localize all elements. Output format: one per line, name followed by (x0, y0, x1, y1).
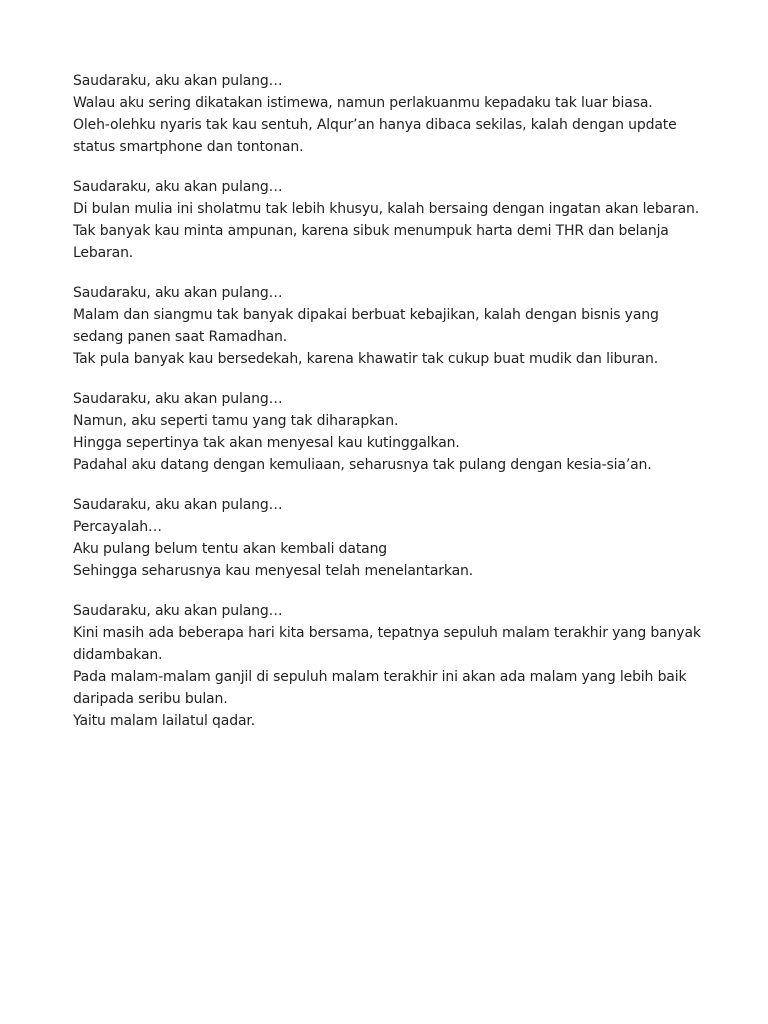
stanza-line: Saudaraku, aku akan pulang… (73, 603, 283, 619)
stanza-line: Percayalah… (73, 519, 162, 535)
stanza-line: Malam dan siangmu tak banyak dipakai berbuat kebajikan, kalah dengan bisnis yang sedang panen saat Ramadhan. (73, 307, 659, 345)
stanza-line: Tak banyak kau minta ampunan, karena sibuk menumpuk harta demi THR dan belanja Lebaran. (73, 223, 669, 261)
stanza-line: Saudaraku, aku akan pulang… (73, 179, 283, 195)
stanza-line: Saudaraku, aku akan pulang… (73, 73, 283, 89)
stanza-line: Padahal aku datang dengan kemuliaan, seharusnya tak pulang dengan kesia-sia’an. (73, 457, 652, 473)
stanza-line: Namun, aku seperti tamu yang tak diharapkan. (73, 413, 399, 429)
stanza-5 (73, 494, 713, 582)
stanza-line: Yaitu malam lailatul qadar. (73, 713, 256, 729)
stanza-line: Di bulan mulia ini sholatmu tak lebih khusyu, kalah bersaing dengan ingatan akan lebaran. (73, 201, 700, 217)
stanza-2 (73, 176, 713, 264)
stanza-3 (73, 282, 713, 370)
stanza-4 (73, 388, 713, 476)
stanza-line: Hingga sepertinya tak akan menyesal kau kutinggalkan. (73, 435, 460, 451)
stanza-line: Aku pulang belum tentu akan kembali datang (73, 541, 388, 557)
stanza-line: Saudaraku, aku akan pulang… (73, 285, 283, 301)
stanza-line: Sehingga seharusnya kau menyesal telah menelantarkan. (73, 563, 474, 579)
stanza-line: Tak pula banyak kau bersedekah, karena khawatir tak cukup buat mudik dan liburan. (73, 351, 659, 367)
document-page (73, 70, 713, 750)
stanza-line: Saudaraku, aku akan pulang… (73, 497, 283, 513)
stanza-1 (73, 70, 713, 158)
stanza-line: Kini masih ada beberapa hari kita bersama, tepatnya sepuluh malam terakhir yang banyak didambakan. (73, 625, 701, 663)
stanza-line: Pada malam-malam ganjil di sepuluh malam terakhir ini akan ada malam yang lebih baik daripada seribu bulan. (73, 669, 687, 707)
stanza-line: Saudaraku, aku akan pulang… (73, 391, 283, 407)
stanza-line: Oleh-olehku nyaris tak kau sentuh, Alqur’an hanya dibaca sekilas, kalah dengan update status smartphone dan tontonan. (73, 117, 677, 155)
stanza-6 (73, 600, 713, 732)
stanza-line: Walau aku sering dikatakan istimewa, namun perlakuanmu kepadaku tak luar biasa. (73, 95, 653, 111)
